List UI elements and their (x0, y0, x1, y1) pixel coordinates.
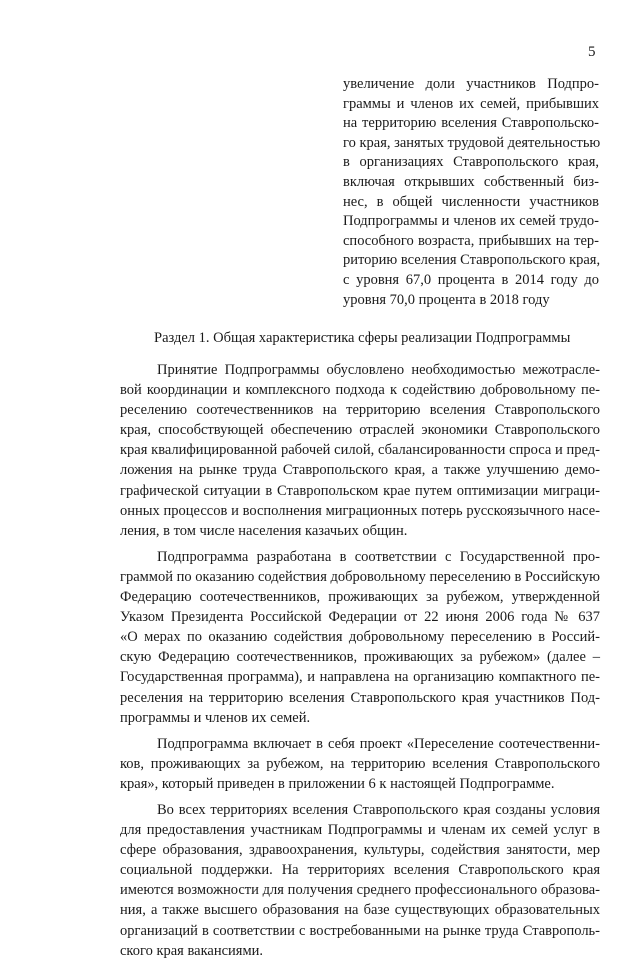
target-indicator-block (343, 75, 599, 310)
indicator-line: граммы и членов их семей, прибывших (343, 95, 599, 112)
indicator-line: нес, в общей численности участников (343, 193, 599, 210)
paragraph (120, 360, 600, 541)
indicator-line: уровня 70,0 процента в 2018 году (343, 291, 550, 308)
paragraph (120, 547, 600, 728)
paragraph-line: реселения на территорию вселения Ставропольского края участников Под- (120, 689, 600, 706)
paragraph-line: организаций в соответствии с востребованными на рынке труда Ставрополь- (120, 922, 600, 939)
paragraph-line: края», который приведен в приложении 6 к настоящей Подпрограмме. (120, 775, 555, 792)
paragraph-line: ложения на рынке труда Ставропольского края, а также улучшению демо- (120, 462, 600, 479)
paragraph-line: края, способствующей обеспечению отраслей экономики Ставропольского (120, 422, 600, 439)
paragraph-line: имеются возможности для получения среднего профессионального образова- (120, 882, 600, 899)
paragraph-line: программы и членов их семей. (120, 709, 311, 726)
paragraph-line: ния, а также высшего образования на базе существующих образовательных (120, 902, 600, 919)
paragraph-line: «О мерах по оказанию содействия добровольному переселению в Россий- (120, 629, 600, 646)
paragraph-line: социальной поддержки. На территориях вселения Ставропольского края (120, 862, 600, 879)
paragraph-line: сфере образования, здравоохранения, культуры, содействия занятости, мер (120, 842, 600, 859)
paragraph-line: ления, в том числе населения казачьих общин. (120, 522, 408, 539)
indicator-line: включая открывших собственный биз- (343, 173, 599, 190)
paragraph-line: Подпрограмма разработана в соответствии с Государственной про- (157, 548, 600, 565)
indicator-line: увеличение доли участников Подпро- (343, 76, 599, 92)
indicator-line: с уровня 67,0 процента в 2014 году до (343, 271, 599, 288)
paragraph-line: скую Федерацию соотечественников, проживающих за рубежом» (далее – (120, 649, 600, 666)
paragraph-line: Подпрограмма включает в себя проект «Переселение соотечественни- (157, 735, 600, 752)
paragraph-line: края квалифицированной рабочей силой, сбалансированности спроса и пред- (120, 442, 600, 459)
paragraph-line: графической ситуации в Ставропольском крае путем оптимизации миграци- (120, 482, 600, 499)
paragraph-line: Принятие Подпрограммы обусловлено необходимостью межотрасле- (157, 362, 600, 378)
paragraph-line: Указом Президента Российской Федерации от 22 июня 2006 года № 637 (120, 609, 600, 626)
paragraph (120, 734, 600, 794)
paragraph-line: ского края вакансиями. (120, 942, 264, 959)
paragraph (120, 800, 600, 961)
paragraph-line: онных процессов и восполнения миграционных потерь русскоязычного насе- (120, 502, 600, 519)
indicator-line: способного возраста, прибывших на тер- (343, 232, 599, 249)
indicator-line: Подпрограммы и членов их семей трудо- (343, 213, 599, 230)
page-number: 5 (588, 44, 596, 60)
paragraph-line: граммой по оказанию содействия добровольному переселению в Российскую (120, 568, 600, 585)
paragraph-line: Федерацию соотечественников, проживающих за рубежом, утвержденной (120, 589, 600, 606)
paragraph-line: ков, проживающих за рубежом, на территорию вселения Ставропольского (120, 755, 600, 772)
indicator-line: в организациях Ставропольского края, (343, 154, 599, 171)
indicator-line: го края, занятых трудовой деятельностью (343, 134, 601, 151)
paragraph-line: реселению соотечественников на территорию вселения Ставропольского (120, 402, 600, 419)
paragraph-line: Государственная программа), и направлена на организацию компактного пе- (120, 669, 600, 686)
paragraph-line: вой координации и комплексного подхода к содействию добровольному пе- (120, 382, 600, 399)
body-text (120, 360, 600, 967)
paragraph-line: Во всех территориях вселения Ставропольского края созданы условия (157, 801, 600, 818)
section-title: Раздел 1. Общая характеристика сферы реализации Подпрограммы (154, 330, 571, 346)
indicator-line: риторию вселения Ставропольского края, (343, 252, 601, 269)
indicator-line: на территорию вселения Ставропольско- (343, 115, 599, 132)
paragraph-line: для предоставления участникам Подпрограммы и членам их семей услуг в (120, 822, 600, 839)
